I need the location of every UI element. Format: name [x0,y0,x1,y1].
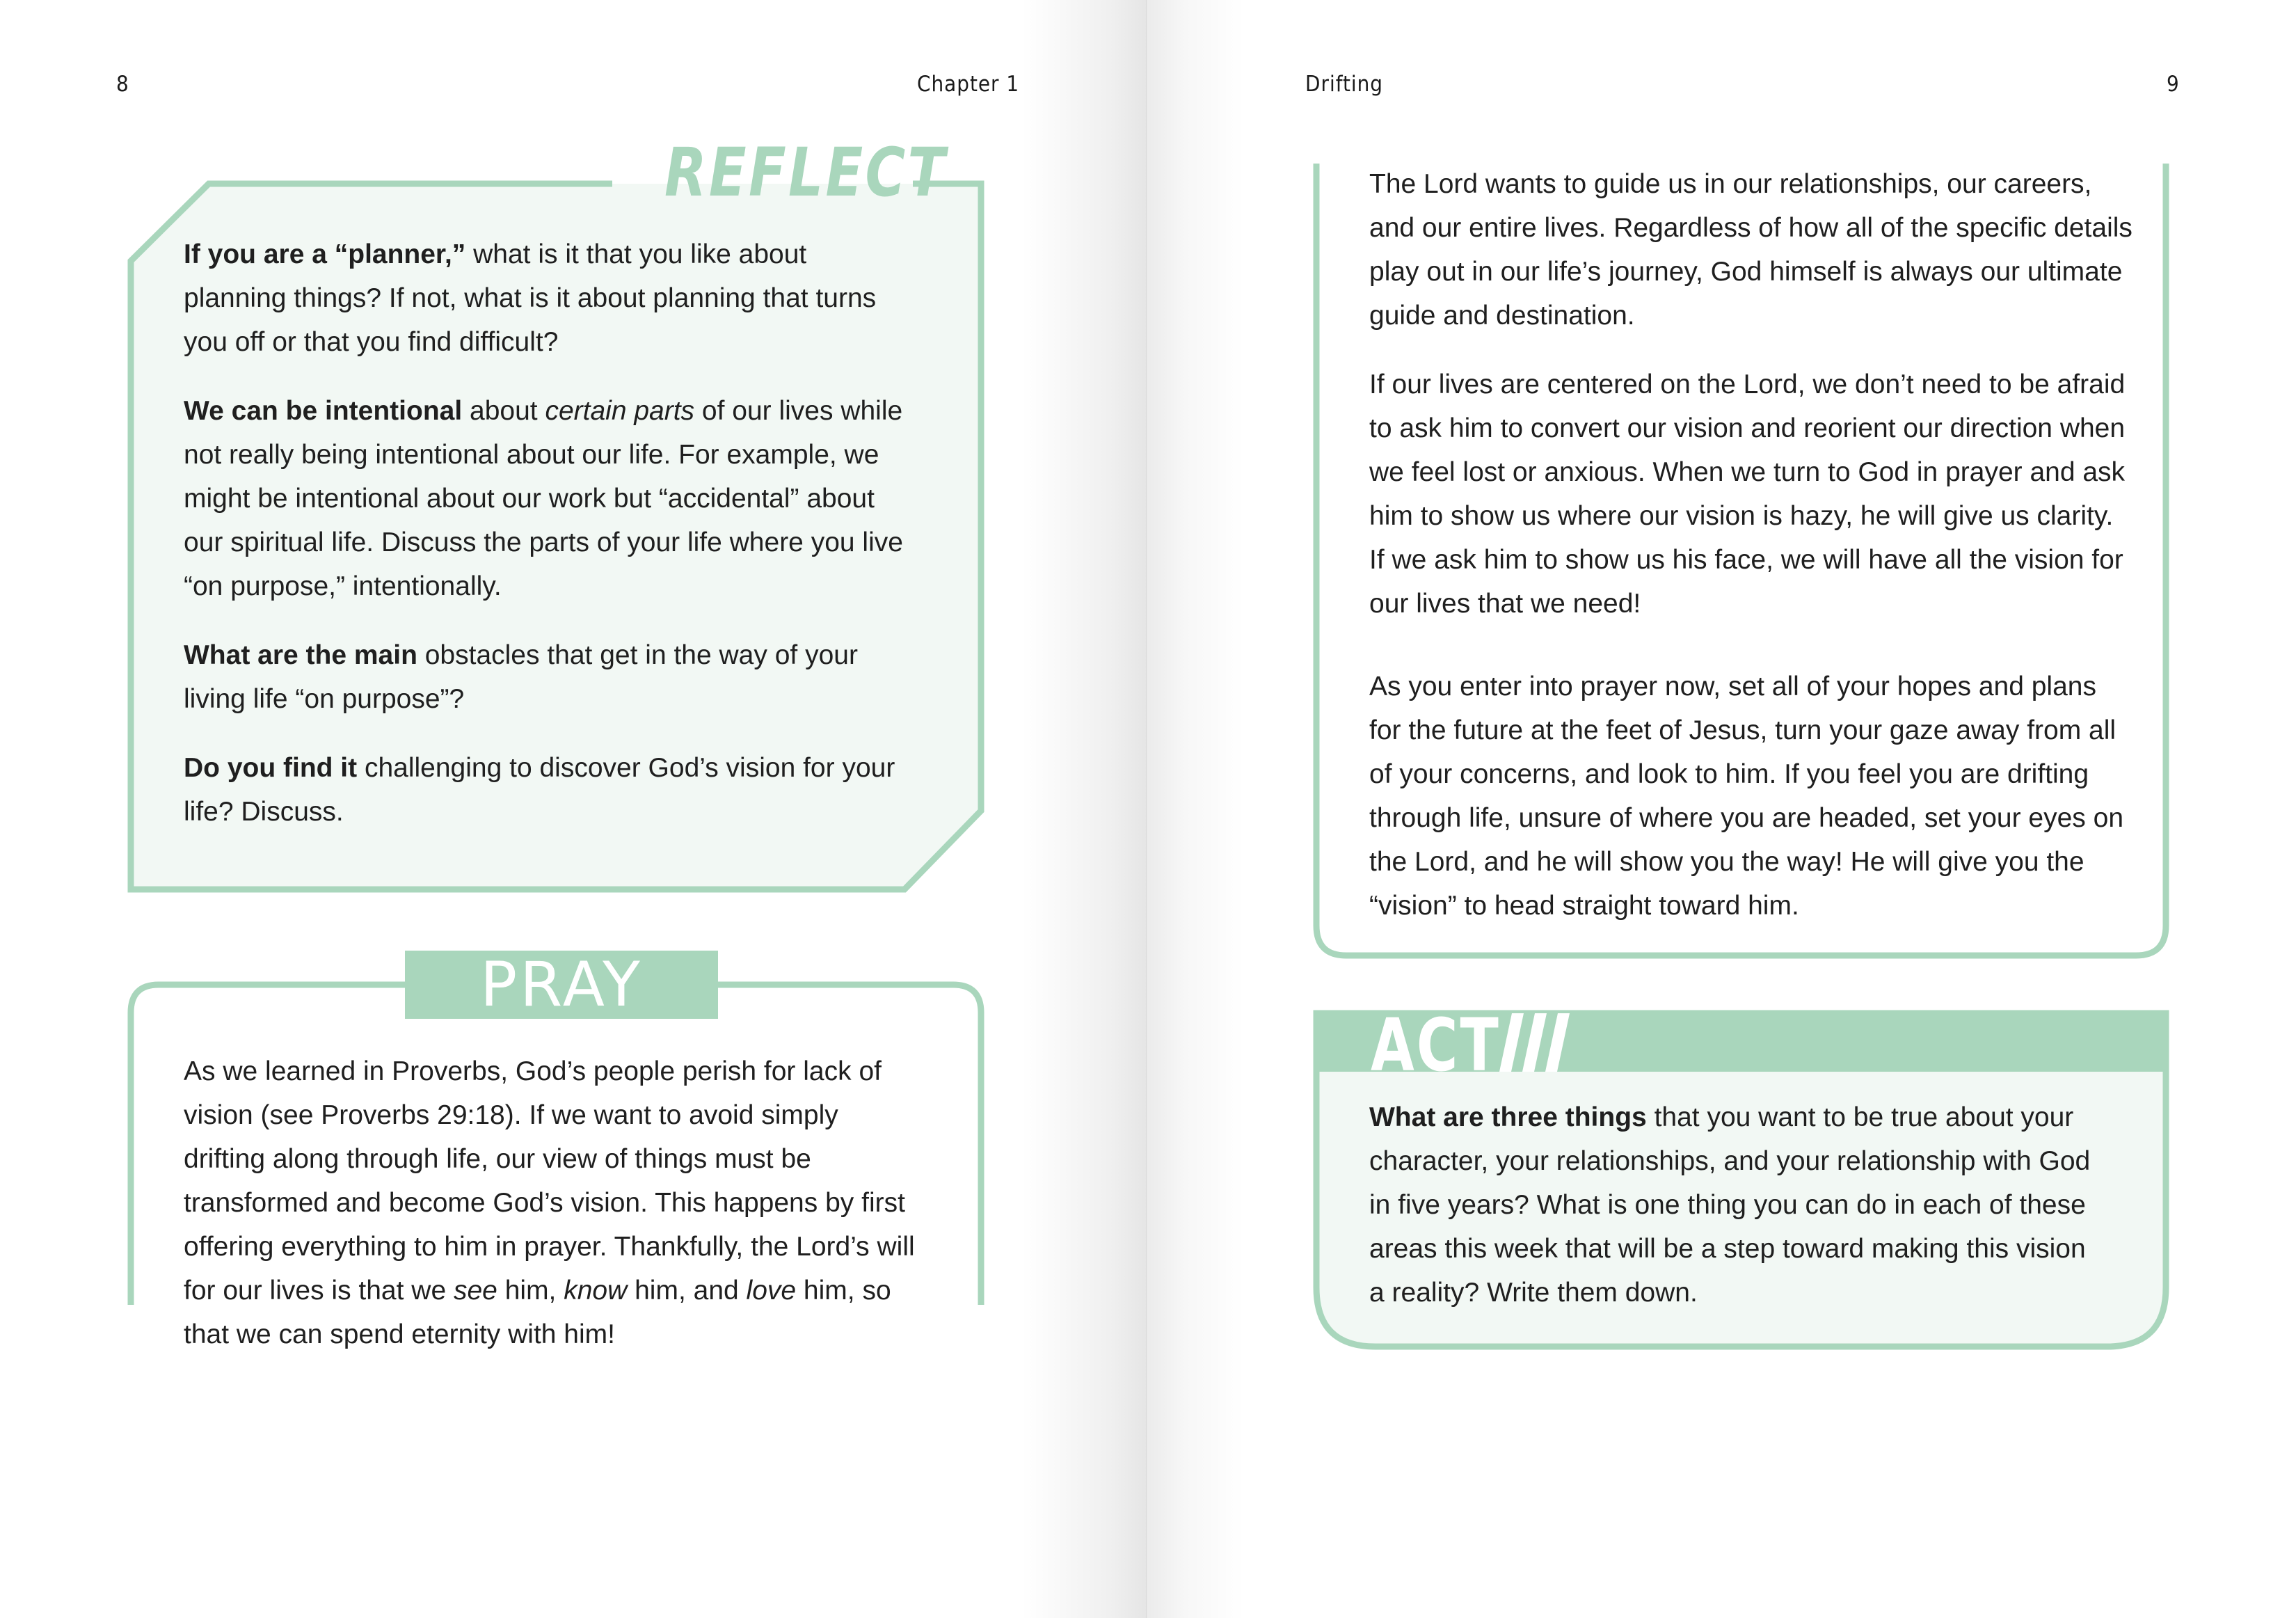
page-number-right: 9 [2167,72,2180,97]
pray-text: As we learned in Proverbs, God’s people perish for lack of vision (see Proverbs 29:18). If we want to avoid simply drifting along through life, our view of things must be transformed and become God’s vision. This happens by first offering everything to him in prayer. Thankfully, the Lord’s will for our lives is that we see him, know him, and love him, so that we can spend eternity with him! [184,1056,915,1349]
pray-paragraph: The Lord wants to guide us in our relationships, our careers, and our entire lives. Regardless of how all of the specific details play out in our life’s journey, God himself is always our ultimate guide and destination. [1369,169,2132,331]
pray-paragraph: If our lives are centered on the Lord, we don’t need to be afraid to ask him to convert our vision and reorient our direction when we feel lost or anxious. When we turn to God in prayer and ask him to show us where our vision is hazy, he will give us clarity. If we ask him to show us his face, we will have all the vision for our lives that we need! [1369,370,2126,619]
act-heading: ACT [1371,1006,1501,1072]
reflect-question: Do you find it challenging to discover God’s vision for your life? Discuss. [184,753,895,827]
act-text: What are three things that you want to be true about your character, your relationships, and your relationship with God in five years? What is one thing you can do in each of these areas this week that will be a step toward making this vision a reality? Write them down. [1369,1102,2091,1308]
reflect-question: What are the main obstacles that get in the way of your living life “on purpose”? [184,640,858,714]
reflect-heading: REFLECT [664,134,948,212]
running-head-right: Drifting [1305,72,1384,97]
right-page [1147,0,2296,1618]
reflect-question: If you are a “planner,” what is it that you like about planning things? If not, what is it about planning that turns you off or that you find difficult? [184,239,877,357]
left-page [0,0,1147,1618]
pray-heading: PRAY [480,949,643,1020]
reflect-question: We can be intentional about certain parts of our lives while not really being intentional about our life. For example, we might be intentional about our work but “accidental” about our spiritual life. Discuss the parts of your life where you live “on purpose,” intentionally. [184,396,903,601]
page-number-left: 8 [116,72,129,97]
pray-paragraph: As you enter into prayer now, set all of your hopes and plans for the future at the feet of Jesus, turn your gaze away from all of your concerns, and look to him. If you feel you are drifting through life, unsure of where you are headed, set your eyes on the Lord, and he will show you the way! He will give you the “vision” to head straight toward him. [1369,672,2124,921]
running-head-left: Chapter 1 [917,72,1020,97]
